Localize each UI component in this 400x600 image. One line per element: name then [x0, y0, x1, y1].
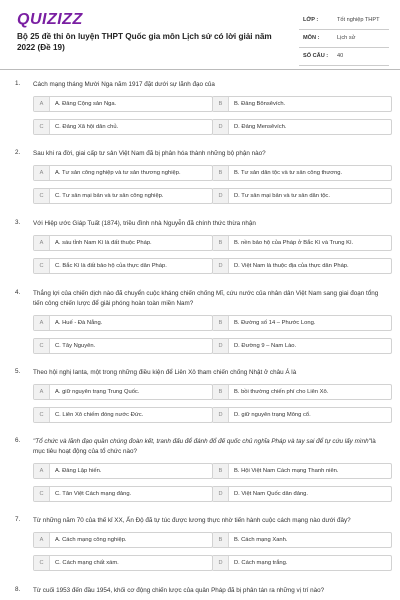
option-c[interactable]: [33, 338, 213, 354]
meta-value: Tốt nghiệp THPT: [337, 17, 380, 23]
question-text: Từ cuối 1953 đến đầu 1954, khối cơ động chiến lược của quân Pháp đã bị phân tán ra những vị trí nào?: [33, 587, 325, 594]
meta-value: Lịch sử: [337, 35, 356, 41]
option-text: D. Đường 9 – Nam Lào.: [234, 343, 297, 349]
meta-key: MÔN :: [303, 35, 320, 41]
meta-row-subject: [299, 30, 389, 48]
question-text: Sau khi ra đời, giai cấp tư sản Việt Nam đã bị phân hóa thành những bộ phận nào?: [33, 150, 266, 157]
question-text-tail: là mục tiêu hoạt động của tổ chức nào?: [33, 438, 376, 455]
option-c[interactable]: [33, 188, 213, 204]
option-text: B. Cách mạng Xanh.: [234, 537, 288, 543]
option-text: C. Bắc Kì là đất bảo hộ của thực dân Pháp.: [55, 263, 167, 269]
quizizz-logo: QUIZIZZ: [17, 11, 83, 28]
option-text: D. Cách mạng trắng.: [234, 560, 288, 566]
option-letter: A: [34, 533, 50, 547]
option-letter: B: [213, 385, 229, 399]
question-number: 2.: [15, 149, 21, 156]
question-number: 1.: [15, 80, 21, 87]
option-letter: B: [213, 236, 229, 250]
option-b[interactable]: [212, 315, 392, 331]
meta-key: LỚP :: [303, 17, 319, 23]
meta-key: SỐ CÂU :: [303, 53, 329, 59]
option-text: C. Đảng Xã hội dân chủ.: [55, 124, 119, 130]
option-c[interactable]: [33, 555, 213, 571]
option-letter: D: [213, 259, 229, 273]
option-b[interactable]: [212, 463, 392, 479]
option-text: B. Đảng Bônsêvích.: [234, 101, 286, 107]
option-b[interactable]: [212, 235, 392, 251]
option-a[interactable]: [33, 315, 213, 331]
option-text: C. Tây Nguyên.: [55, 343, 96, 349]
question-text: Từ những năm 70 của thế kỉ XX, Ấn Độ đã tự túc được lương thực nhờ tiến hành cuộc cách mạng nào dưới đây?: [33, 517, 351, 524]
option-letter: C: [34, 339, 50, 353]
option-c[interactable]: [33, 119, 213, 135]
option-text: D. Việt Nam là thuộc địa của thực dân Pháp.: [234, 263, 349, 269]
question-number: 6.: [15, 437, 21, 444]
question-number: 8.: [15, 586, 21, 593]
option-a[interactable]: [33, 165, 213, 181]
option-a[interactable]: [33, 384, 213, 400]
meta-value: 40: [337, 53, 344, 59]
option-d[interactable]: [212, 188, 392, 204]
option-letter: B: [213, 533, 229, 547]
option-text: B. Đường số 14 – Phước Long.: [234, 320, 316, 326]
option-letter: B: [213, 166, 229, 180]
option-b[interactable]: [212, 384, 392, 400]
option-letter: A: [34, 97, 50, 111]
option-letter: C: [34, 259, 50, 273]
option-letter: B: [213, 464, 229, 478]
option-text: A. Huế - Đà Nẵng.: [55, 320, 103, 326]
option-letter: D: [213, 189, 229, 203]
question-text: Cách mạng tháng Mười Nga năm 1917 đặt dưới sự lãnh đạo của: [33, 81, 215, 88]
meta-row-class: [299, 12, 389, 30]
option-letter: C: [34, 408, 50, 422]
option-letter: C: [34, 120, 50, 134]
question-text: [33, 437, 385, 457]
header-divider: [0, 69, 400, 70]
meta-row-question-count: [299, 48, 389, 66]
option-letter: C: [34, 487, 50, 501]
option-letter: B: [213, 97, 229, 111]
option-text: D. Đảng Mensêvích.: [234, 124, 287, 130]
option-text: C. Tư sản mại bản và tư sản công nghiệp.: [55, 193, 164, 199]
question-number: 3.: [15, 219, 21, 226]
option-text: D. giữ nguyên trạng Mông cổ.: [234, 412, 311, 418]
option-text: D. Việt Nam Quốc dân đảng.: [234, 491, 309, 497]
option-text: C. Tân Việt Cách mạng đảng.: [55, 491, 132, 497]
option-b[interactable]: [212, 165, 392, 181]
option-text: B. Tư sản dân tộc và tư sản công thương.: [234, 170, 343, 176]
option-d[interactable]: [212, 486, 392, 502]
option-letter: D: [213, 556, 229, 570]
option-d[interactable]: [212, 119, 392, 135]
question-number: 7.: [15, 516, 21, 523]
option-letter: A: [34, 385, 50, 399]
worksheet-meta-table: [299, 12, 389, 66]
option-letter: A: [34, 236, 50, 250]
question-text: Thắng lợi của chiến dịch nào đã chuyển cuộc kháng chiến chống Mĩ, cứu nước của nhân dân Việt Nam sang giai đoạn tổng tiến công chiến lược để giải phóng hoàn toàn miền Nam?: [33, 290, 379, 307]
option-text: B. Hội Việt Nam Cách mạng Thanh niên.: [234, 468, 339, 474]
option-letter: C: [34, 189, 50, 203]
option-letter: C: [34, 556, 50, 570]
question-text: Với Hiệp ước Giáp Tuất (1874), triều đình nhà Nguyễn đã chính thức thừa nhận: [33, 220, 256, 227]
option-text: A. Đảng Cộng sản Nga.: [55, 101, 117, 107]
option-b[interactable]: [212, 96, 392, 112]
page-title: Bộ 25 đề thi ôn luyện THPT Quốc gia môn Lịch sử có lời giải năm 2022 (Đề 19): [17, 32, 272, 52]
option-letter: D: [213, 408, 229, 422]
option-text: B. nền bảo hộ của Pháp ở Bắc Kì và Trung Kì.: [234, 240, 354, 246]
option-letter: D: [213, 487, 229, 501]
question-quote: "Tổ chức và lãnh đạo quần chúng đoàn kết, tranh đấu để đánh đổ đế quốc chủ nghĩa Pháp và tay sai để tự cứu lấy mình": [33, 438, 371, 445]
option-letter: D: [213, 120, 229, 134]
option-text: A. giữ nguyên trạng Trung Quốc.: [55, 389, 140, 395]
option-b[interactable]: [212, 532, 392, 548]
option-text: A. Cách mạng công nghiệp.: [55, 537, 127, 543]
option-text: C. Cách mạng chất xám.: [55, 560, 119, 566]
question-number: 5.: [15, 368, 21, 375]
option-a[interactable]: [33, 532, 213, 548]
option-d[interactable]: [212, 555, 392, 571]
option-d[interactable]: [212, 338, 392, 354]
option-a[interactable]: [33, 463, 213, 479]
option-c[interactable]: [33, 407, 213, 423]
option-a[interactable]: [33, 96, 213, 112]
option-d[interactable]: [212, 258, 392, 274]
option-letter: A: [34, 316, 50, 330]
option-c[interactable]: [33, 258, 213, 274]
option-d[interactable]: [212, 407, 392, 423]
option-text: A. Đảng Lập hiến.: [55, 468, 102, 474]
option-letter: D: [213, 339, 229, 353]
option-text: A. Tư sản công nghiệp và tư sản thương nghiệp.: [55, 170, 181, 176]
option-text: B. bồi thường chiến phí cho Liên Xô.: [234, 389, 329, 395]
option-a[interactable]: [33, 235, 213, 251]
option-text: A. sáu tỉnh Nam Kì là đất thuộc Pháp.: [55, 240, 152, 246]
option-c[interactable]: [33, 486, 213, 502]
question-text: Theo hội nghị Ianta, một trong những điều kiện để Liên Xô tham chiến chống Nhật ở châu Á là: [33, 369, 297, 376]
option-letter: A: [34, 166, 50, 180]
option-text: D. Tư sản mại bản và tư sản dân tộc.: [234, 193, 330, 199]
question-number: 4.: [15, 289, 21, 296]
worksheet-header: [0, 0, 400, 68]
option-letter: B: [213, 316, 229, 330]
option-letter: A: [34, 464, 50, 478]
option-text: C. Liên Xô chiếm đóng nước Đức.: [55, 412, 144, 418]
